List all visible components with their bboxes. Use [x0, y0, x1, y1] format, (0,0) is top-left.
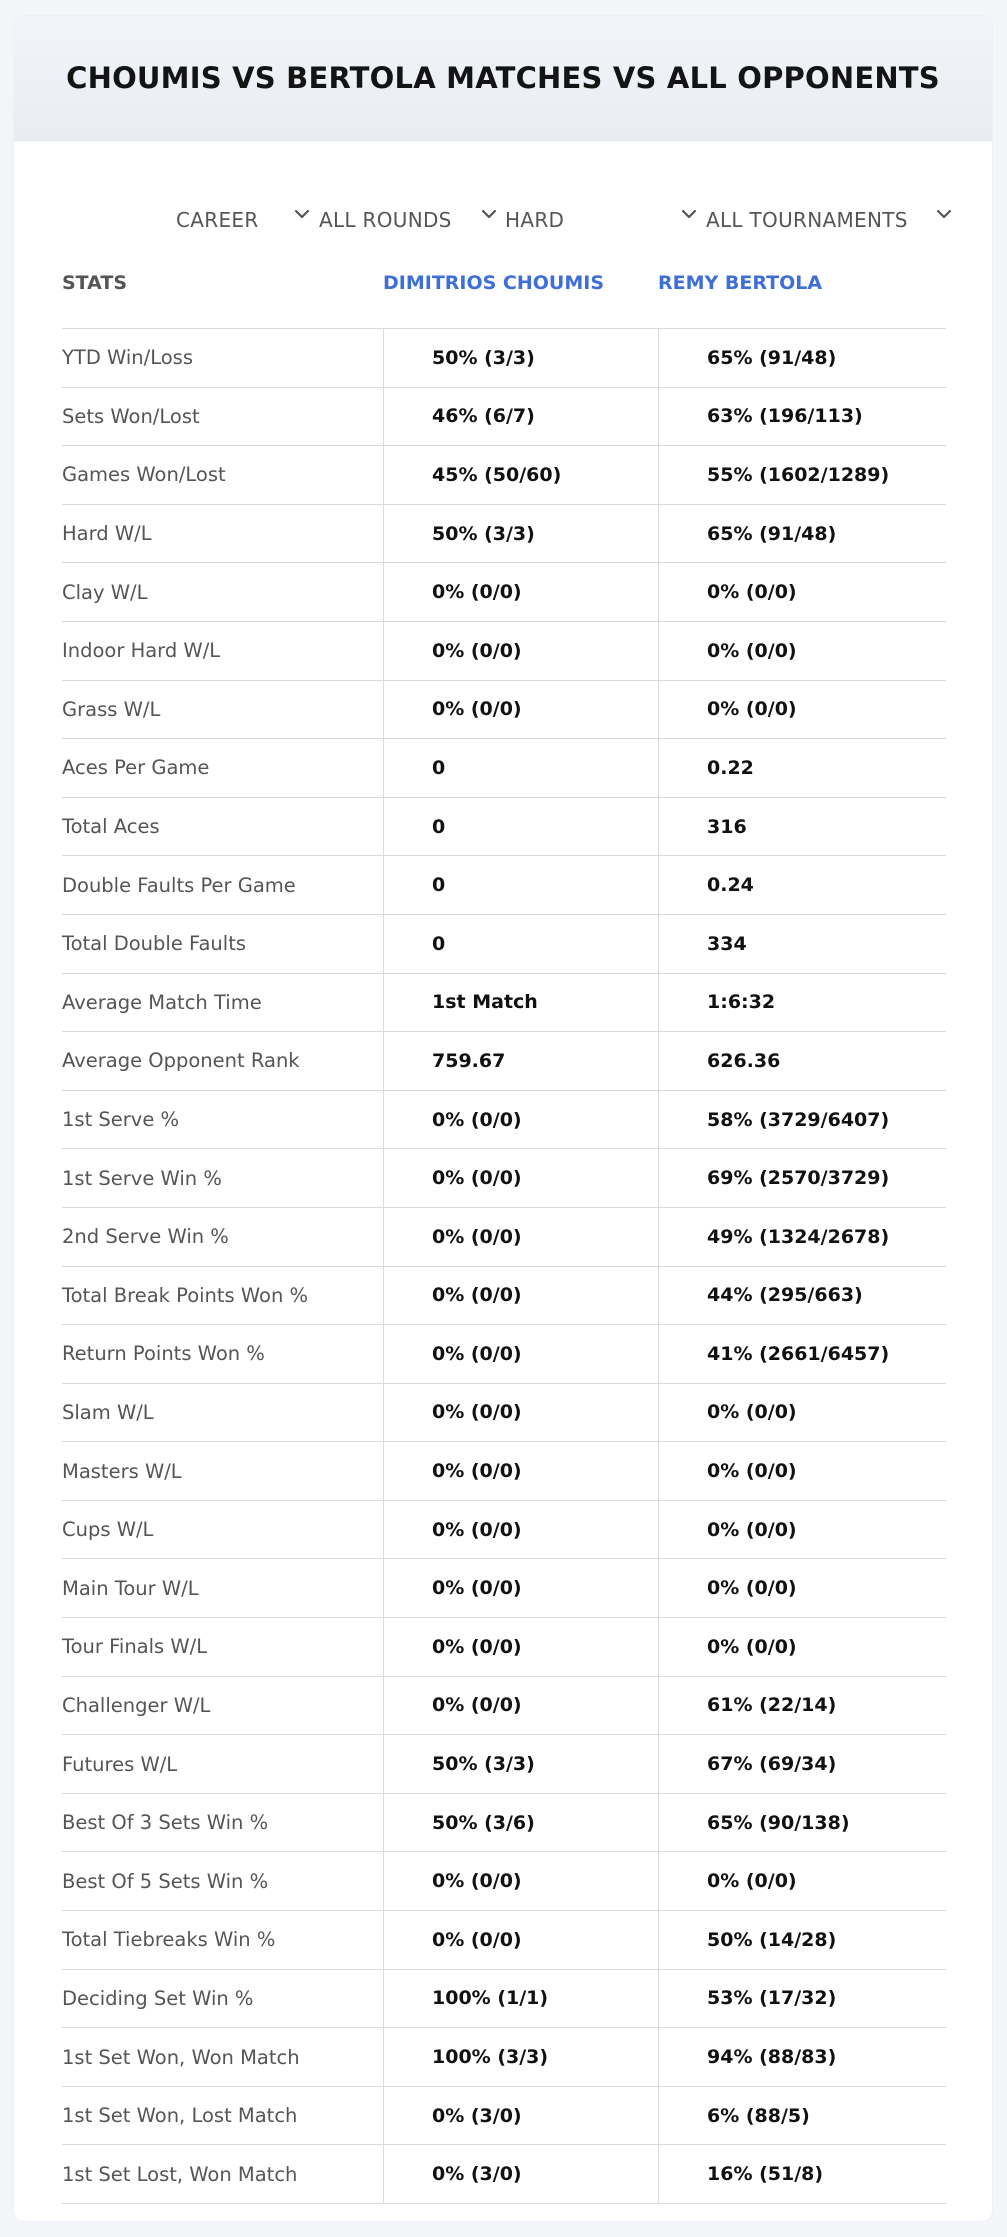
tournaments-select-value: ALL TOURNAMENTS: [706, 208, 908, 232]
player1-stat-value: 0: [383, 739, 658, 797]
player1-stat-value: 0% (0/0): [383, 1442, 658, 1500]
player1-stat-value: 0% (0/0): [383, 1325, 658, 1383]
stat-label: Futures W/L: [62, 1752, 178, 1776]
player1-stat-value: 0% (0/0): [383, 1618, 658, 1676]
stat-label: Total Double Faults: [62, 932, 246, 956]
table-row: [62, 1501, 946, 1560]
player1-stat-value: 0% (0/0): [383, 1091, 658, 1149]
rounds-select-value: ALL ROUNDS: [319, 208, 452, 232]
stat-label: Double Faults Per Game: [62, 873, 296, 897]
player2-stat-value: 16% (51/8): [658, 2145, 946, 2203]
table-row: [62, 1091, 946, 1150]
player2-stat-value: 6% (88/5): [658, 2087, 946, 2145]
table-row: [62, 388, 946, 447]
table-row: [62, 505, 946, 564]
player1-stat-value: 0% (0/0): [383, 1208, 658, 1266]
stat-label: Return Points Won %: [62, 1342, 265, 1366]
player2-stat-value: 58% (3729/6407): [658, 1091, 946, 1149]
stat-label: Main Tour W/L: [62, 1576, 199, 1600]
tournaments-select[interactable]: [706, 204, 952, 236]
player1-stat-value: 100% (1/1): [383, 1970, 658, 2028]
table-row: [62, 1208, 946, 1267]
surface-select[interactable]: [505, 204, 701, 236]
player2-stat-value: 44% (295/663): [658, 1267, 946, 1325]
stat-label: Indoor Hard W/L: [62, 639, 221, 663]
table-row: [62, 446, 946, 505]
player2-stat-value: 0.22: [658, 739, 946, 797]
player1-stat-value: 0% (0/0): [383, 1384, 658, 1442]
table-row: [62, 1735, 946, 1794]
rounds-select[interactable]: [319, 204, 497, 236]
stat-label: Cups W/L: [62, 1518, 154, 1542]
stat-label: Total Tiebreaks Win %: [62, 1928, 276, 1952]
player1-stat-value: 0% (0/0): [383, 1911, 658, 1969]
player2-stat-value: 41% (2661/6457): [658, 1325, 946, 1383]
player1-stat-value: 50% (3/3): [383, 329, 658, 387]
stat-label: Hard W/L: [62, 522, 152, 546]
stat-label: Tour Finals W/L: [62, 1635, 208, 1659]
player2-name-link[interactable]: REMY BERTOLA: [658, 272, 823, 294]
player1-stat-value: 759.67: [383, 1032, 658, 1090]
player1-stat-value: 0: [383, 856, 658, 914]
player1-stat-value: 0% (0/0): [383, 622, 658, 680]
player1-stat-value: 0% (0/0): [383, 1267, 658, 1325]
table-row: [62, 681, 946, 740]
stat-label: Challenger W/L: [62, 1693, 211, 1717]
player2-stat-value: 65% (91/48): [658, 505, 946, 563]
stat-label: Grass W/L: [62, 697, 161, 721]
player2-stat-value: 61% (22/14): [658, 1677, 946, 1735]
stats-table: [62, 250, 946, 2204]
stats-card: [14, 16, 992, 2221]
stat-label: 1st Set Lost, Won Match: [62, 2162, 298, 2186]
stat-label: Deciding Set Win %: [62, 1986, 254, 2010]
player2-stat-value: 0.24: [658, 856, 946, 914]
stat-label: Average Opponent Rank: [62, 1049, 300, 1073]
stat-label: Masters W/L: [62, 1459, 182, 1483]
table-row: [62, 739, 946, 798]
player1-stat-value: 46% (6/7): [383, 388, 658, 446]
player2-stat-value: 0% (0/0): [658, 1442, 946, 1500]
player2-stat-value: 49% (1324/2678): [658, 1208, 946, 1266]
table-row: [62, 974, 946, 1033]
period-select-value: CAREER: [176, 208, 259, 232]
table-row: [62, 1149, 946, 1208]
table-row: [62, 1559, 946, 1618]
table-header: [62, 250, 946, 329]
player1-stat-value: 50% (3/6): [383, 1794, 658, 1852]
chevron-down-icon: [294, 208, 310, 220]
player2-stat-value: 316: [658, 798, 946, 856]
player2-stat-value: 53% (17/32): [658, 1970, 946, 2028]
filter-bar: [14, 190, 992, 250]
table-body: [62, 329, 946, 2204]
stat-label: 1st Set Won, Won Match: [62, 2045, 300, 2069]
table-row: [62, 798, 946, 857]
player2-stat-value: 0% (0/0): [658, 622, 946, 680]
player2-stat-value: 0% (0/0): [658, 1501, 946, 1559]
player2-stat-value: 0% (0/0): [658, 563, 946, 621]
table-row: [62, 915, 946, 974]
stat-label: Average Match Time: [62, 990, 262, 1014]
table-row: [62, 1384, 946, 1443]
player1-stat-value: 0: [383, 798, 658, 856]
player1-name-link[interactable]: DIMITRIOS CHOUMIS: [383, 272, 605, 294]
player1-stat-value: 1st Match: [383, 974, 658, 1032]
player2-stat-value: 65% (91/48): [658, 329, 946, 387]
table-row: [62, 1618, 946, 1677]
period-select[interactable]: [176, 204, 312, 236]
table-row: [62, 1911, 946, 1970]
stat-label: Total Break Points Won %: [62, 1283, 309, 1307]
chevron-down-icon: [936, 208, 952, 220]
stat-label: Best Of 3 Sets Win %: [62, 1811, 269, 1835]
chevron-down-icon: [681, 208, 697, 220]
player2-stat-value: 94% (88/83): [658, 2028, 946, 2086]
player2-stat-value: 67% (69/34): [658, 1735, 946, 1793]
player2-stat-value: 65% (90/138): [658, 1794, 946, 1852]
stat-label: 2nd Serve Win %: [62, 1225, 229, 1249]
player2-stat-value: 0% (0/0): [658, 1618, 946, 1676]
player1-stat-value: 0% (0/0): [383, 1852, 658, 1910]
player1-stat-value: 0% (0/0): [383, 1149, 658, 1207]
table-row: [62, 329, 946, 388]
surface-select-value: HARD: [505, 208, 565, 232]
stat-label: Aces Per Game: [62, 756, 210, 780]
page-title: CHOUMIS VS BERTOLA MATCHES VS ALL OPPONENTS: [66, 61, 940, 95]
player1-stat-value: 50% (3/3): [383, 505, 658, 563]
player2-stat-value: 0% (0/0): [658, 1852, 946, 1910]
player2-stat-value: 69% (2570/3729): [658, 1149, 946, 1207]
player1-stat-value: 0% (0/0): [383, 1501, 658, 1559]
stat-label: 1st Serve %: [62, 1108, 180, 1132]
stat-label: Best Of 5 Sets Win %: [62, 1869, 269, 1893]
stat-label: Slam W/L: [62, 1400, 154, 1424]
player2-stat-value: 334: [658, 915, 946, 973]
table-row: [62, 1794, 946, 1853]
table-row: [62, 1442, 946, 1501]
stat-label: Games Won/Lost: [62, 463, 226, 487]
table-row: [62, 2145, 946, 2204]
table-row: [62, 1970, 946, 2029]
table-row: [62, 622, 946, 681]
stat-label: 1st Serve Win %: [62, 1166, 222, 1190]
table-row: [62, 563, 946, 622]
player1-stat-value: 0% (0/0): [383, 1677, 658, 1735]
player2-stat-value: 50% (14/28): [658, 1911, 946, 1969]
stat-label: Total Aces: [62, 815, 160, 839]
player1-stat-value: 0% (0/0): [383, 1559, 658, 1617]
stat-label: 1st Set Won, Lost Match: [62, 2104, 298, 2128]
table-row: [62, 856, 946, 915]
player2-stat-value: 0% (0/0): [658, 681, 946, 739]
stat-label: Clay W/L: [62, 580, 148, 604]
stat-label: Sets Won/Lost: [62, 404, 200, 428]
player2-stat-value: 1:6:32: [658, 974, 946, 1032]
table-row: [62, 2087, 946, 2146]
table-row: [62, 1267, 946, 1326]
table-row: [62, 1677, 946, 1736]
table-row: [62, 1325, 946, 1384]
player1-stat-value: 0: [383, 915, 658, 973]
player2-stat-value: 63% (196/113): [658, 388, 946, 446]
player1-stat-value: 50% (3/3): [383, 1735, 658, 1793]
stat-label: YTD Win/Loss: [62, 346, 194, 370]
player2-stat-value: 55% (1602/1289): [658, 446, 946, 504]
player2-stat-value: 0% (0/0): [658, 1559, 946, 1617]
table-row: [62, 1852, 946, 1911]
card-header: [14, 16, 992, 141]
player2-stat-value: 626.36: [658, 1032, 946, 1090]
player1-stat-value: 100% (3/3): [383, 2028, 658, 2086]
player1-stat-value: 0% (3/0): [383, 2145, 658, 2203]
chevron-down-icon: [481, 208, 497, 220]
player1-stat-value: 0% (0/0): [383, 681, 658, 739]
player1-stat-value: 45% (50/60): [383, 446, 658, 504]
table-row: [62, 1032, 946, 1091]
table-row: [62, 2028, 946, 2087]
column-header-stats: STATS: [62, 272, 128, 294]
player1-stat-value: 0% (0/0): [383, 563, 658, 621]
player1-stat-value: 0% (3/0): [383, 2087, 658, 2145]
player2-stat-value: 0% (0/0): [658, 1384, 946, 1442]
